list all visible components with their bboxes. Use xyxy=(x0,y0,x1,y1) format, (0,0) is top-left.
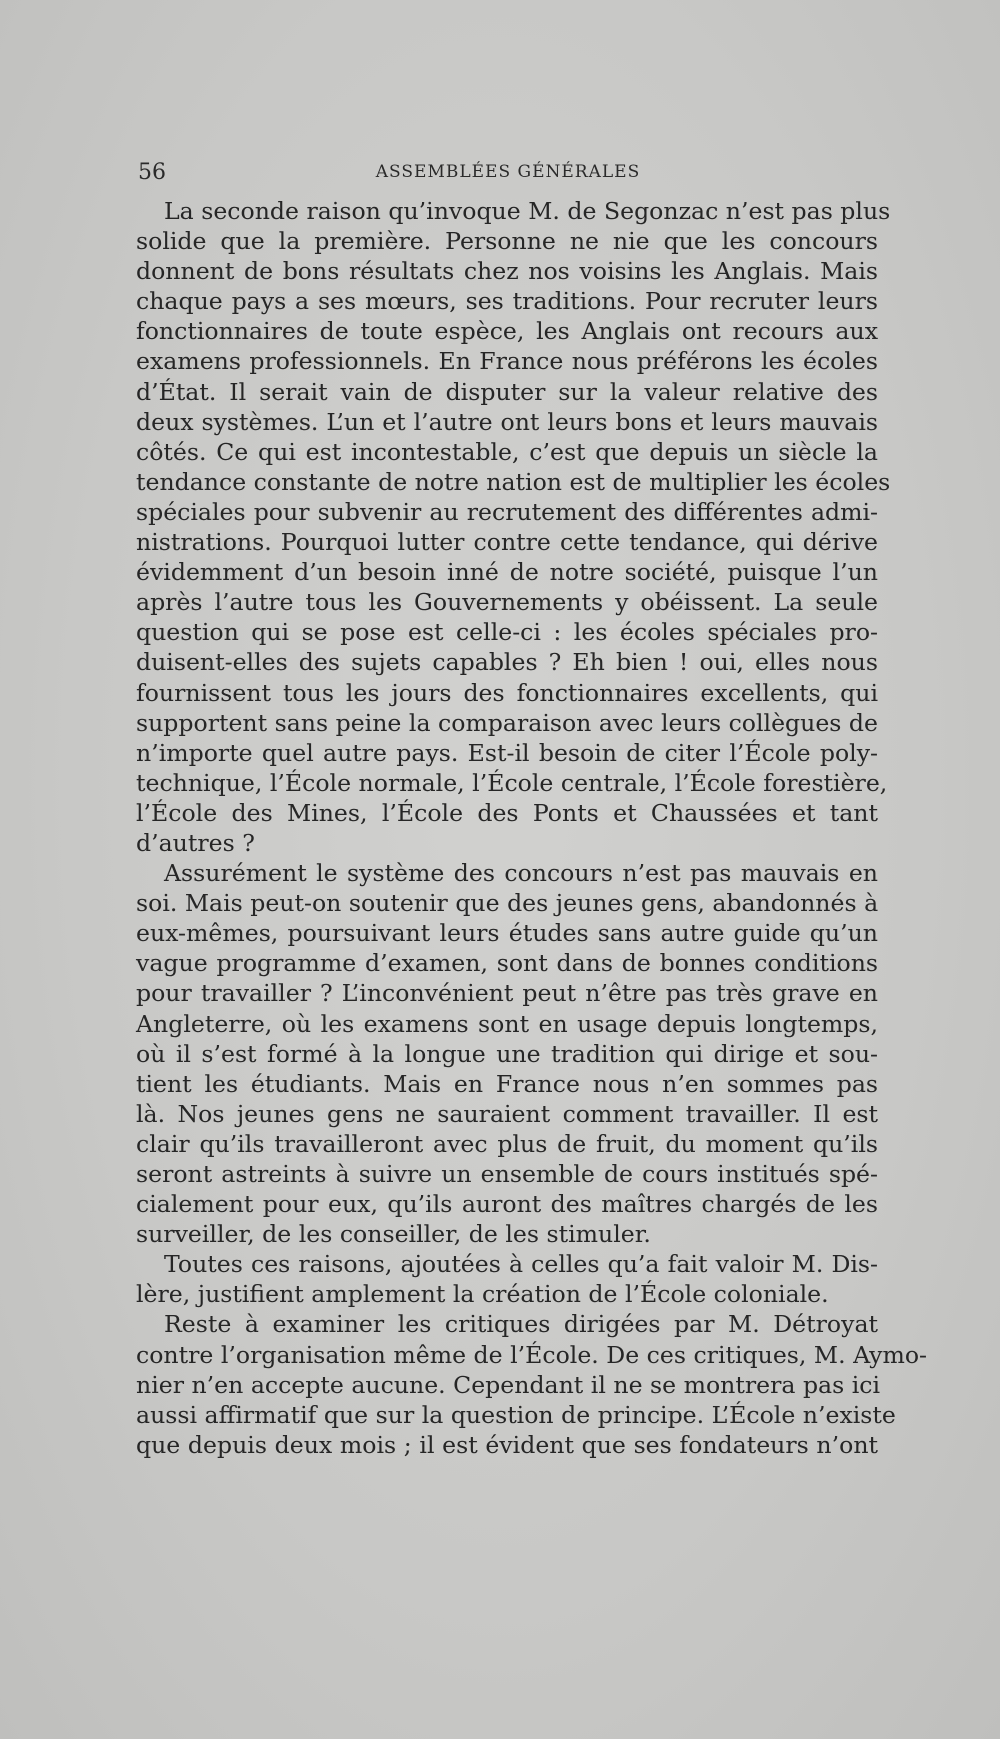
text-line: Reste à examiner les critiques dirigées par M. Détroyat xyxy=(164,1310,878,1339)
text-line: nistrations. Pourquoi lutter contre cette tendance, qui dérive xyxy=(136,528,878,557)
text-line: où il s’est formé à la longue une tradition qui dirige et sou- xyxy=(136,1039,878,1068)
text-line: l’École des Mines, l’École des Ponts et Chaussées et tant xyxy=(136,798,878,827)
text-line: examens professionnels. En France nous préférons les écoles xyxy=(136,347,878,376)
text-line: cialement pour eux, qu’ils auront des maîtres chargés de les xyxy=(136,1190,878,1219)
text-line: solide que la première. Personne ne nie que les concours xyxy=(136,227,878,256)
text-line: Assurément le système des concours n’est pas mauvais en xyxy=(164,859,878,888)
text-line: tient les étudiants. Mais en France nous n’en sommes pas xyxy=(136,1069,878,1098)
text-line: fournissent tous les jours des fonctionnaires excellents, qui xyxy=(136,678,878,707)
text-line: là. Nos jeunes gens ne sauraient comment travailler. Il est xyxy=(136,1099,878,1128)
text-line: surveiller, de les conseiller, de les stimuler. xyxy=(136,1220,651,1249)
text-line: Angleterre, où les examens sont en usage depuis longtemps, xyxy=(136,1009,878,1038)
text-line: seront astreints à suivre un ensemble de cours institués spé- xyxy=(136,1160,878,1188)
text-line: technique, l’École normale, l’École centrale, l’École forestière, xyxy=(136,768,888,797)
text-line: La seconde raison qu’invoque M. de Segonzac n’est pas plus xyxy=(164,197,891,225)
paragraph xyxy=(136,196,891,858)
text-line: spéciales pour subvenir au recrutement des différentes admi- xyxy=(136,497,878,526)
text-line: évidemment d’un besoin inné de notre société, puisque l’un xyxy=(136,558,878,587)
running-title: ASSEMBLÉES GÉNÉRALES xyxy=(375,162,641,182)
text-line: vague programme d’examen, sont dans de bonnes conditions xyxy=(136,949,878,978)
text-line: pour travailler ? L’inconvénient peut n’être pas très grave en xyxy=(136,979,878,1008)
text-line: eux-mêmes, poursuivant leurs études sans autre guide qu’un xyxy=(136,919,878,948)
page-number: 56 xyxy=(138,160,166,185)
text-line: donnent de bons résultats chez nos voisins les Anglais. Mais xyxy=(136,257,878,286)
running-head xyxy=(138,160,878,188)
text-line: soi. Mais peut-on soutenir que des jeunes gens, abandonnés à xyxy=(136,889,879,918)
text-line: après l’autre tous les Gouvernements y obéissent. La seule xyxy=(136,588,878,617)
text-line: deux systèmes. L’un et l’autre ont leurs bons et leurs mauvais xyxy=(136,407,878,436)
text-line: n’importe quel autre pays. Est-il besoin de citer l’École poly- xyxy=(136,738,878,767)
text-line: fonctionnaires de toute espèce, les Anglais ont recours aux xyxy=(136,317,878,346)
paragraph xyxy=(136,1249,878,1309)
paragraph xyxy=(136,1309,928,1459)
text-line: chaque pays a ses mœurs, ses traditions. Pour recruter leurs xyxy=(136,287,878,316)
text-line: supportent sans peine la comparaison avec leurs collègues de xyxy=(136,708,878,737)
text-line: que depuis deux mois ; il est évident que ses fondateurs n’ont xyxy=(136,1430,878,1459)
text-line: d’État. Il serait vain de disputer sur la valeur relative des xyxy=(136,377,878,406)
body-text xyxy=(136,196,928,1460)
text-line: Toutes ces raisons, ajoutées à celles qu’a fait valoir M. Dis- xyxy=(164,1250,878,1279)
text-line: aussi affirmatif que sur la question de principe. L’École n’existe xyxy=(136,1400,896,1429)
text-line: duisent-elles des sujets capables ? Eh bien ! oui, elles nous xyxy=(136,648,878,677)
text-line: nier n’en accepte aucune. Cependant il ne se montrera pas ici xyxy=(136,1370,881,1399)
text-line: côtés. Ce qui est incontestable, c’est que depuis un siècle la xyxy=(136,437,878,466)
text-line: lère, justifient amplement la création de l’École coloniale. xyxy=(136,1280,829,1309)
text-line: tendance constante de notre nation est de multiplier les écoles xyxy=(136,467,891,496)
text-line: contre l’organisation même de l’École. De ces critiques, M. Aymo- xyxy=(136,1340,928,1369)
text-line: question qui se pose est celle-ci : les écoles spéciales pro- xyxy=(136,618,878,647)
text-line: d’autres ? xyxy=(136,828,255,857)
paragraph xyxy=(136,858,878,1249)
text-line: clair qu’ils travailleront avec plus de fruit, du moment qu’ils xyxy=(136,1129,878,1158)
